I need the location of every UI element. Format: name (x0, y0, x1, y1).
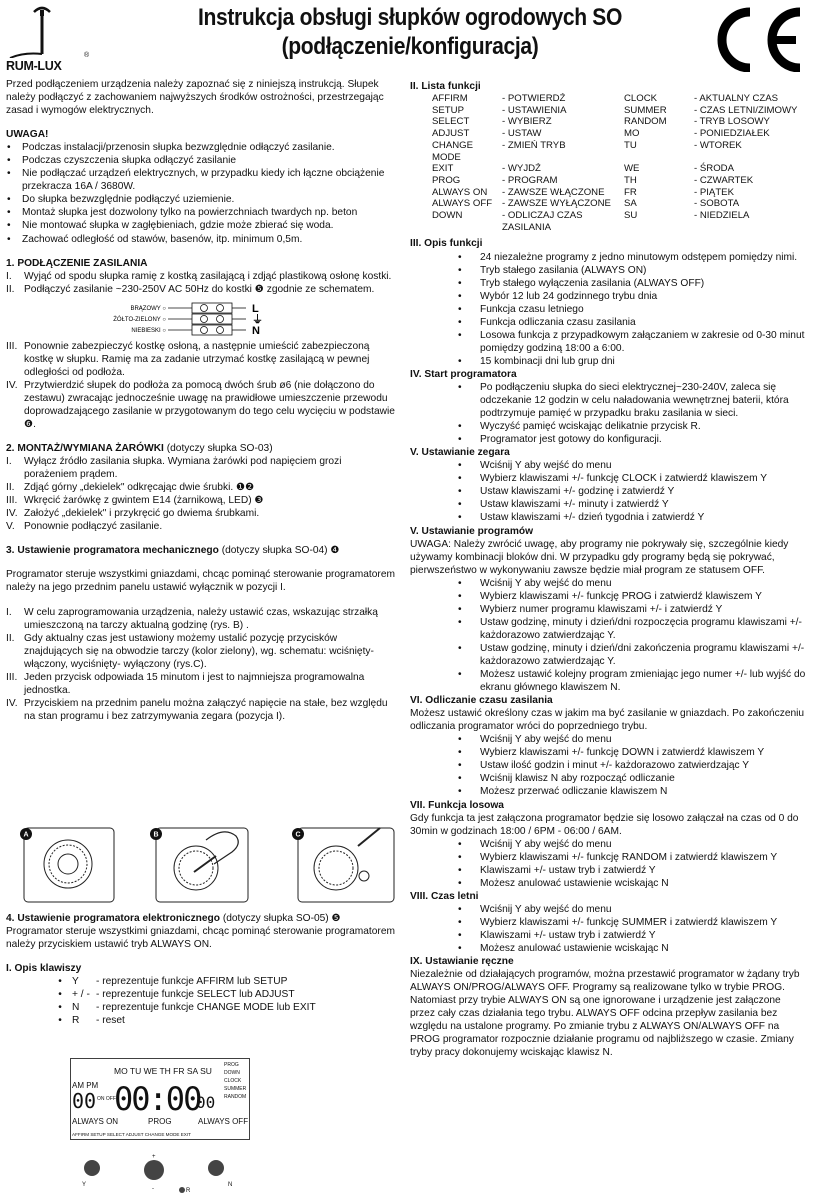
section-2-subtitle: (dotyczy słupka SO-03) (163, 443, 273, 455)
programs-list (410, 577, 808, 694)
step-number: IV. (6, 508, 18, 520)
section-2-title: 2. MONTAŻ/WYMIANA ŻARÓWKI (6, 443, 164, 455)
bullet-glyph: • (458, 264, 462, 276)
lcd-down: DOWN (224, 1070, 240, 1076)
step-number: II. (6, 283, 15, 295)
list-item (410, 498, 808, 511)
function-cell: - ZAWSZE WYŁĄCZONE (502, 198, 611, 210)
bullet-glyph: • (458, 499, 462, 511)
function-cell: - CZWARTEK (694, 174, 754, 186)
functions-title: II. Lista funkcji (410, 81, 481, 92)
summer-title: VIII. Czas letni (410, 890, 479, 902)
list-item (410, 381, 808, 420)
function-cell: TH (624, 174, 637, 186)
list-item (410, 916, 808, 929)
lcd-random: RANDOM (224, 1094, 247, 1100)
list-item (410, 759, 808, 772)
list-item (6, 270, 396, 283)
list-item (6, 606, 396, 632)
control-buttons (70, 1146, 270, 1198)
key-bullet: • (58, 989, 62, 1001)
list-item: • Zachować odległość od stawów, basenów, itp. minimum 0,5m. (6, 233, 396, 246)
step-number: I. (6, 270, 12, 282)
terminal-block-diagram (6, 302, 396, 336)
function-cell: EXIT (432, 163, 454, 175)
step-text: Ponownie podłączyć zasilanie. (24, 521, 163, 533)
function-cell: TU (624, 139, 637, 151)
dial-illustrations (6, 820, 398, 910)
lcd-prog: PROG (224, 1062, 239, 1068)
function-cell: - CZAS LETNI/ZIMOWY (694, 104, 798, 116)
bullet-glyph: • (458, 303, 462, 315)
function-cell: ADJUST (432, 128, 470, 140)
function-desc-title: III. Opis funkcji (410, 238, 483, 250)
function-cell: - NIEDZIELA (694, 210, 750, 222)
function-cell: PROG (432, 174, 461, 186)
list-item-text: Wybierz klawiszami +/- funkcję RANDOM i zatwierdź klawiszem Y (480, 851, 778, 863)
function-cell: SA (624, 198, 637, 210)
bullet-glyph: • (458, 603, 462, 615)
function-cell: FR (624, 186, 637, 198)
list-item: • Podczas czyszczenia słupka odłączyć zasilanie (6, 154, 396, 167)
list-item (410, 329, 808, 355)
function-cell: - PROGRAM (502, 174, 558, 186)
lcd-ampm: AM PM (72, 1081, 99, 1090)
list-item (410, 877, 808, 890)
bullet-glyph: • (458, 590, 462, 602)
step-text: Jeden przycisk odpowiada 15 minutom i jest to najmniejsza programowalna jednostka. (24, 671, 365, 696)
step-number: II. (6, 482, 15, 494)
figure-label-b: B (153, 831, 159, 839)
step-number: IV. (6, 379, 18, 391)
brand-name: RUM-LUX (6, 59, 62, 73)
list-item (6, 379, 396, 431)
function-cell: ALWAYS OFF (432, 198, 493, 210)
list-item (410, 785, 808, 798)
programs-title: V. Ustawianie programów (410, 525, 534, 537)
step-text: Gdy aktualny czas jest ustawiony możemy ustalić pozycję przycisków znajdujących się na obwodzie tarczy (kolor zielony), wg. schematu: wciśnięty- włączony, wyciśnięty- wyłączony (rys.C). (24, 632, 374, 670)
warning-title: UWAGA! (6, 129, 49, 141)
lcd-summer: SUMMER (224, 1086, 247, 1092)
list-item-text: Możesz ustawić kolejny program zmieniając jego numer +/- lub wyjść do ekranu głównego klawiszem N. (480, 669, 806, 694)
function-cell: - USTAWIENIA (502, 104, 567, 116)
list-item (410, 277, 808, 290)
bullet-glyph: • (458, 760, 462, 772)
manual-text: Niezależnie od działających programów, można przestawić programator w żądany tryb ALWAYS ON/PROG/ALWAYS OFF. Programy są realizowane tylko w trybie PROG. Natomiast przy trybie ALWAYS ON są one ignorowane i urządzenie jest załączone przez cały czas działania tego trybu. ALWAYS OFF odcina przepływ zasilania bez względu na ustalone programy. Po zmianie trybu z ALWAYS ON/ALWAYS OFF na PROG programator rozpocznie działanie programu od najbliższego w czasie. Zmiany tryby pracy dokonujemy wciskając klawisz N. (410, 969, 800, 1059)
bullet-glyph: • (458, 251, 462, 263)
list-item (410, 903, 808, 916)
keys-title: I. Opis klawiszy (6, 963, 82, 975)
list-item-text: Wciśnij Y aby wejść do menu (480, 838, 612, 850)
page-title (169, 4, 651, 62)
list-item (410, 303, 808, 316)
bullet-glyph: • (458, 329, 462, 341)
warning-list (6, 141, 396, 245)
function-cell: SELECT (432, 116, 470, 128)
function-cell: - PONIEDZIAŁEK (694, 128, 770, 140)
figure-label-c: C (295, 831, 301, 839)
brand-logo (4, 2, 96, 80)
list-item-text: Ustaw ilość godzin i minut +/- każdorazowo zatwierdzając Y (480, 760, 750, 772)
terminal-n: N (252, 324, 260, 336)
key-list (6, 975, 398, 1027)
list-item-text: Wyczyść pamięć wciskając delikatnie przycisk R. (480, 421, 701, 433)
section-3-intro: Programator steruje wszystkimi gniazdami, chcąc pominąć sterowanie programatorem należy na jego przednim panelu ustawić wyłącznik w pozycji I. (6, 569, 395, 594)
list-item (6, 507, 396, 520)
list-item-text: 15 kombinacji dni lub grup dni (480, 355, 615, 367)
n-button[interactable] (208, 1160, 224, 1176)
key-name: Y (72, 976, 79, 988)
countdown-list (410, 733, 808, 798)
lcd-digits: 00:00 (114, 1080, 201, 1118)
n-button-label: N (228, 1182, 233, 1188)
key-desc: - reprezentuje funkcje CHANGE MODE lub EXIT (96, 1002, 316, 1014)
list-item (410, 838, 808, 851)
bullet-glyph: • (458, 734, 462, 746)
list-item (410, 851, 808, 864)
step-number: III. (6, 671, 18, 683)
step-text: Przyciskiem na przednim panelu można załączyć napięcie na stałe, bez względu na stan programu i bez zatrzymywania zegara (pozycja I). (24, 697, 388, 722)
function-cell: - POTWIERDŹ (502, 93, 566, 105)
key-row (6, 975, 398, 988)
key-desc: - reset (96, 1015, 125, 1027)
list-item (410, 251, 808, 264)
list-item-text: Wybierz klawiszami +/- funkcję CLOCK i zatwierdź klawiszem Y (480, 473, 768, 485)
section-1-title: 1. PODŁĄCZENIE ZASILANIA (6, 257, 148, 269)
bullet-glyph: • (458, 434, 462, 446)
bullet-glyph: • (458, 460, 462, 472)
list-item (410, 433, 808, 446)
right-column (410, 80, 808, 1059)
key-desc: - reprezentuje funkcje AFFIRM lub SETUP (96, 976, 288, 988)
function-cell: CLOCK (624, 93, 658, 105)
list-item (410, 590, 808, 603)
list-item (6, 340, 396, 379)
list-item (6, 520, 396, 533)
timer-display (70, 1058, 250, 1140)
bullet-glyph: • (458, 642, 462, 654)
ce-mark (700, 6, 806, 72)
terminal-l: L (252, 302, 259, 315)
bullet-glyph: • (458, 773, 462, 785)
list-item: • Montaż słupka jest dozwolony tylko na powierzchniach twardych np. beton (6, 206, 396, 219)
section-2-steps (6, 455, 396, 533)
plus-label: + (152, 1154, 156, 1160)
function-cell: ALWAYS ON (432, 186, 488, 198)
list-item-text: Wciśnij klawisz N aby rozpocząć odliczanie (480, 773, 675, 785)
timer-dial-figures (6, 820, 398, 910)
list-item-text: Klawiszami +/- ustaw tryb i zatwierdź Y (480, 929, 656, 941)
function-cell: SU (624, 210, 638, 222)
function-cell: SUMMER (624, 104, 667, 116)
list-item (410, 772, 808, 785)
programs-intro: UWAGA: Należy zwrócić uwagę, aby programy nie pokrywały się, szczególnie kiedy używamy kombinacji bloków dni. W przypadku gdy programy będą się pokrywać, pierwszeństwo w wykonywaniu zawsze będzie miał program ze statusem OFF. (410, 538, 789, 576)
list-item-text: Ustaw godzinę, minuty i dzień/dni zakończenia programu klawiszami +/- każdorazowo zatwierdzając Y. (480, 642, 805, 667)
function-cell: AFFIRM (432, 93, 468, 105)
countdown-intro: Możesz ustawić określony czas w jakim ma być zasilanie w gniazdach. Po zakończeniu odliczania programator wróci do poprzedniego trybu. (410, 708, 805, 733)
list-item-text: Ustaw klawiszami +/- godzinę i zatwierdź Y (480, 486, 675, 498)
reset-button[interactable] (179, 1187, 185, 1193)
list-item (410, 577, 808, 590)
section-3-title: 3. Ustawienie programatora mechanicznego (6, 545, 219, 557)
function-cell: WE (624, 163, 640, 175)
wire-label-brown: BRĄZOWY ○ (130, 305, 166, 312)
list-item-text: Wciśnij Y aby wejść do menu (480, 577, 612, 589)
function-list (410, 93, 808, 233)
bullet-glyph: • (458, 277, 462, 289)
buttons-diagram (70, 1146, 270, 1198)
wire-label-yellow-green: ŻÓŁTO-ZIELONY ○ (113, 316, 166, 323)
list-item (410, 864, 808, 877)
key-name: + / - (72, 989, 90, 1001)
bullet-glyph: • (458, 903, 462, 915)
key-row (6, 1001, 398, 1014)
list-item-text: Tryb stałego zasilania (ALWAYS ON) (480, 264, 647, 276)
y-button-label: Y (82, 1182, 87, 1188)
countdown-title: VI. Odliczanie czasu zasilania (410, 695, 553, 707)
list-item-text: Ustaw klawiszami +/- minuty i zatwierdź Y (480, 499, 669, 511)
bullet-glyph: • (458, 786, 462, 798)
list-item-text: Po podłączeniu słupka do sieci elektrycznej~230-240V, zaleca się odczekanie 12 godzin w celu naładowania wewnętrznej baterii, która podtrzymuje pamięć w przypadku braku zasilania w sieci. (480, 382, 789, 420)
bullet-glyph: • (458, 747, 462, 759)
step-text: Zdjąć górny „dekielek" odkręcając dwie śrubki. ❶❷ (24, 482, 255, 494)
random-title: VII. Funkcja losowa (410, 799, 504, 811)
list-item: • Nie podłączać urządzeń elektrycznych, w przypadku kiedy ich łączne obciążenie przekracza 16A / 3680W. (6, 167, 396, 193)
step-number: III. (6, 495, 18, 507)
bullet-glyph: • (458, 473, 462, 485)
list-item (410, 316, 808, 329)
list-item-text: Wciśnij Y aby wejść do menu (480, 734, 612, 746)
list-item (410, 603, 808, 616)
list-item: • Do słupka bezwzględnie podłączyć uziemienie. (6, 193, 396, 206)
key-bullet: • (58, 976, 62, 988)
section-1-steps (6, 270, 396, 296)
list-item-text: Wybór 12 lub 24 godzinnego trybu dnia (480, 290, 658, 302)
section-4-intro: Programator steruje wszystkimi gniazdami, chcąc pominąć sterowanie programatorem należy przyciskiem ustawić tryb ALWAYS ON. (6, 926, 395, 951)
random-list (410, 838, 808, 890)
step-number: IV. (6, 697, 18, 709)
list-item-text: Wybierz numer programu klawiszami +/- i zatwierdź Y (480, 603, 723, 615)
step-number: I. (6, 456, 12, 468)
start-list (410, 381, 808, 446)
bullet-glyph: • (458, 316, 462, 328)
list-item (410, 616, 808, 642)
step-text: Wyłącz źródło zasilania słupka. Wymiana żarówki pod napięciem grozi porażeniem prądem. (24, 456, 342, 481)
start-title: IV. Start programatora (410, 368, 517, 380)
lcd-always-on: ALWAYS ON (72, 1117, 119, 1126)
list-item (410, 485, 808, 498)
lcd-seconds-right: 00 (196, 1093, 216, 1112)
list-item (6, 632, 396, 671)
reset-label: R (186, 1188, 191, 1194)
list-item (410, 472, 808, 485)
y-button[interactable] (84, 1160, 100, 1176)
list-item-text: Losowa funkcja z przypadkowym załączaniem w zakresie od 0-30 minut pomiędzy godziną 18:00 a 6:00. (480, 329, 805, 354)
function-cell: - WYBIERZ (502, 116, 552, 128)
step-number: III. (6, 340, 18, 352)
list-item (6, 283, 396, 296)
list-item (410, 264, 808, 277)
function-cell: - PIĄTEK (694, 186, 734, 198)
list-item (410, 642, 808, 668)
registered-mark: ® (84, 52, 90, 59)
list-item-text: Tryb stałego wyłączenia zasilania (ALWAYS OFF) (480, 277, 705, 289)
list-item (410, 511, 808, 524)
plus-minus-button[interactable] (144, 1160, 164, 1180)
list-item (410, 355, 808, 368)
clock-list (410, 459, 808, 524)
lcd-clock: CLOCK (224, 1078, 242, 1084)
left-column (6, 78, 396, 723)
list-item-text: Wybierz klawiszami +/- funkcję PROG i zatwierdź klawiszem Y (480, 590, 762, 602)
step-number: II. (6, 632, 15, 644)
section-3-subtitle: (dotyczy słupka SO-04) ❹ (218, 545, 340, 557)
section-1-steps-continued (6, 340, 396, 431)
list-item (410, 746, 808, 759)
lcd-on-off: ON OFF (97, 1096, 116, 1102)
lcd-button-labels: AFFIRM SETUP SELECT ADJUST CHANGE MODE EXIT (72, 1132, 191, 1137)
list-item: • Nie montować słupka w zagłębieniach, gdzie może zbierać się woda. (6, 219, 396, 232)
list-item-text: Klawiszami +/- ustaw tryb i zatwierdź Y (480, 864, 656, 876)
step-text: Ponownie zabezpieczyć kostkę osłoną, a następnie umieścić zabezpieczoną kostkę w słupku. Ramię ma za zadanie utrzymać kostkę zasilającą w pewnej odległości od podłoża. (24, 340, 370, 378)
function-cell: - ZMIEŃ TRYB (502, 139, 566, 151)
list-item (410, 420, 808, 433)
list-item-text: Funkcja czasu letniego (480, 303, 584, 315)
bullet-glyph: • (458, 616, 462, 628)
step-number: I. (6, 606, 12, 618)
figure-label-a: A (23, 831, 29, 839)
title-line-1: Instrukcja obsługi słupków ogrodowych SO (197, 4, 623, 31)
step-text: Podłączyć zasilanie ~230-250V AC 50Hz do kostki ❺ zgodnie ze schematem. (24, 283, 375, 295)
list-item-text: Możesz anulować ustawienie wciskając N (480, 877, 669, 889)
list-item-text: Wybierz klawiszami +/- funkcję SUMMER i zatwierdź klawiszem Y (480, 916, 778, 928)
key-name: N (72, 1002, 80, 1014)
key-bullet: • (58, 1002, 62, 1014)
bullet-glyph: • (458, 877, 462, 889)
key-bullet: • (58, 1015, 62, 1027)
section-3-steps (6, 606, 396, 723)
section-4-subtitle: (dotyczy słupka SO-05) ❺ (220, 913, 341, 924)
list-item (410, 733, 808, 746)
function-cell: - USTAW (502, 128, 542, 140)
function-cell: MO (624, 128, 640, 140)
lcd-panel (70, 1058, 250, 1140)
bullet-glyph: • (458, 512, 462, 524)
bullet-glyph: • (458, 382, 462, 393)
key-name: R (72, 1015, 80, 1027)
step-number: V. (6, 521, 15, 533)
list-item-text: Wybierz klawiszami +/- funkcję DOWN i zatwierdź klawiszem Y (480, 747, 765, 759)
list-item-text: Ustaw godzinę, minuty i dzień/dni rozpoczęcia programu klawiszami +/- każdorazowo zatwierdzając Y. (480, 616, 802, 641)
title-line-2: (podłączenie/konfiguracja) (281, 32, 539, 60)
step-text: Wyjąć od spodu słupka ramię z kostką zasilającą i zdjąć plastikową osłonę kostki. (24, 270, 392, 282)
function-cell: - ŚRODA (694, 163, 734, 175)
bullet-glyph: • (458, 943, 462, 955)
bullet-glyph: • (458, 929, 462, 941)
function-cell: SETUP (432, 104, 464, 116)
wire-label-blue: NIEBIESKI ○ (131, 327, 166, 334)
lamp-icon (4, 2, 96, 58)
list-item-text: Wciśnij Y aby wejść do menu (480, 903, 612, 915)
clock-title: V. Ustawianie zegara (410, 447, 510, 459)
function-cell: - WTOREK (694, 139, 742, 151)
list-item-text: Możesz przerwać odliczanie klawiszem N (480, 786, 668, 798)
function-cell: CHANGE MODE (432, 139, 474, 163)
list-item (6, 697, 396, 723)
lcd-always-off: ALWAYS OFF (198, 1117, 249, 1126)
step-text: Przytwierdzić słupek do podłoża za pomocą dwóch śrub ø6 (nie dołączono do zestawu) zwracając jednocześnie uwagę na prawidłowe umieszczenie przewodu doprowadzającego zasilanie w przygotowanym do tego celu wycięciu w podstawie ❻. (24, 379, 395, 430)
bullet-glyph: • (458, 421, 462, 433)
bullet-glyph: • (458, 864, 462, 876)
list-item-text: Funkcja odliczania czasu zasilania (480, 316, 636, 328)
list-item (410, 668, 808, 694)
list-item-text: Ustaw klawiszami +/- dzień tygodnia i zatwierdź Y (480, 512, 705, 524)
list-item-text: Wciśnij Y aby wejść do menu (480, 460, 612, 472)
list-item (410, 459, 808, 472)
section-4-title: 4. Ustawienie programatora elektronicznego (6, 913, 220, 924)
function-cell: - ZAWSZE WŁĄCZONE (502, 186, 605, 198)
lcd-seconds-left: 00 (72, 1089, 97, 1113)
key-row (6, 1014, 398, 1027)
function-cell: DOWN (432, 210, 463, 222)
function-cell: - ODLICZAJ CZAS ZASILANIA (502, 210, 583, 233)
bullet-glyph: • (458, 851, 462, 863)
list-item (410, 290, 808, 303)
summer-list (410, 903, 808, 955)
key-row (6, 988, 398, 1001)
function-cell: RANDOM (624, 116, 667, 128)
step-text: Założyć „dekielek" i przykręcić go dwiema śrubkami. (24, 508, 260, 520)
list-item-text: 24 niezależne programy z jedno minutowym odstępem pomiędzy nimi. (480, 251, 798, 263)
step-text: Wkręcić żarówkę z gwintem E14 (żarnikową, LED) ❸ (24, 495, 264, 507)
function-cell: - AKTUALNY CZAS (694, 93, 779, 105)
lcd-days: MO TU WE TH FR SA SU (114, 1066, 212, 1076)
function-cell: - TRYB LOSOWY (694, 116, 770, 128)
bullet-glyph: • (458, 486, 462, 498)
list-item-text: Programator jest gotowy do konfiguracji. (480, 434, 662, 446)
wiring-schema (6, 302, 396, 336)
list-item (410, 942, 808, 955)
random-intro: Gdy funkcja ta jest załączona programator będzie się losowo załączał na czas od 0 do 30min w godzinach 18:00 / 6PM - 06:00 / 6AM. (410, 812, 799, 837)
list-item (6, 494, 396, 507)
minus-label: - (152, 1186, 154, 1192)
bullet-glyph: • (458, 916, 462, 928)
list-item-text: Możesz anulować ustawienie wciskając N (480, 943, 669, 955)
list-item (6, 671, 396, 697)
function-desc-list (410, 251, 808, 368)
bullet-glyph: • (458, 355, 462, 367)
bullet-glyph: • (458, 669, 462, 681)
list-item: • Podczas instalacji/przenosin słupka bezwzględnie odłączyć zasilanie. (6, 141, 396, 154)
ce-mark-icon (700, 6, 806, 72)
bullet-glyph: • (458, 290, 462, 302)
list-item (6, 455, 396, 481)
bullet-glyph: • (458, 577, 462, 589)
list-item (410, 929, 808, 942)
key-desc: - reprezentuje funkcje SELECT lub ADJUST (96, 989, 295, 1001)
step-text: W celu zaprogramowania urządzenia, należy ustawić czas, wskazując strzałką umieszczoną na tarczy aktualną godzinę (rys. B) . (24, 606, 378, 631)
terminal-ground: ⏚ (252, 313, 263, 326)
lcd-prog-mode: PROG (148, 1117, 172, 1126)
function-cell: - SOBOTA (694, 198, 740, 210)
section-4-block (6, 912, 398, 1027)
list-item (6, 481, 396, 494)
intro-text: Przed podłączeniem urządzenia należy zapoznać się z niniejszą instrukcją. Słupek należy podłączyć z zachowaniem najwyższych środków ostrożności, przestrzegając zasad i wymogów elektrycznych. (6, 79, 384, 117)
bullet-glyph: • (458, 838, 462, 850)
function-cell: - WYJDŹ (502, 163, 541, 175)
manual-title: IX. Ustawianie ręczne (410, 956, 514, 968)
